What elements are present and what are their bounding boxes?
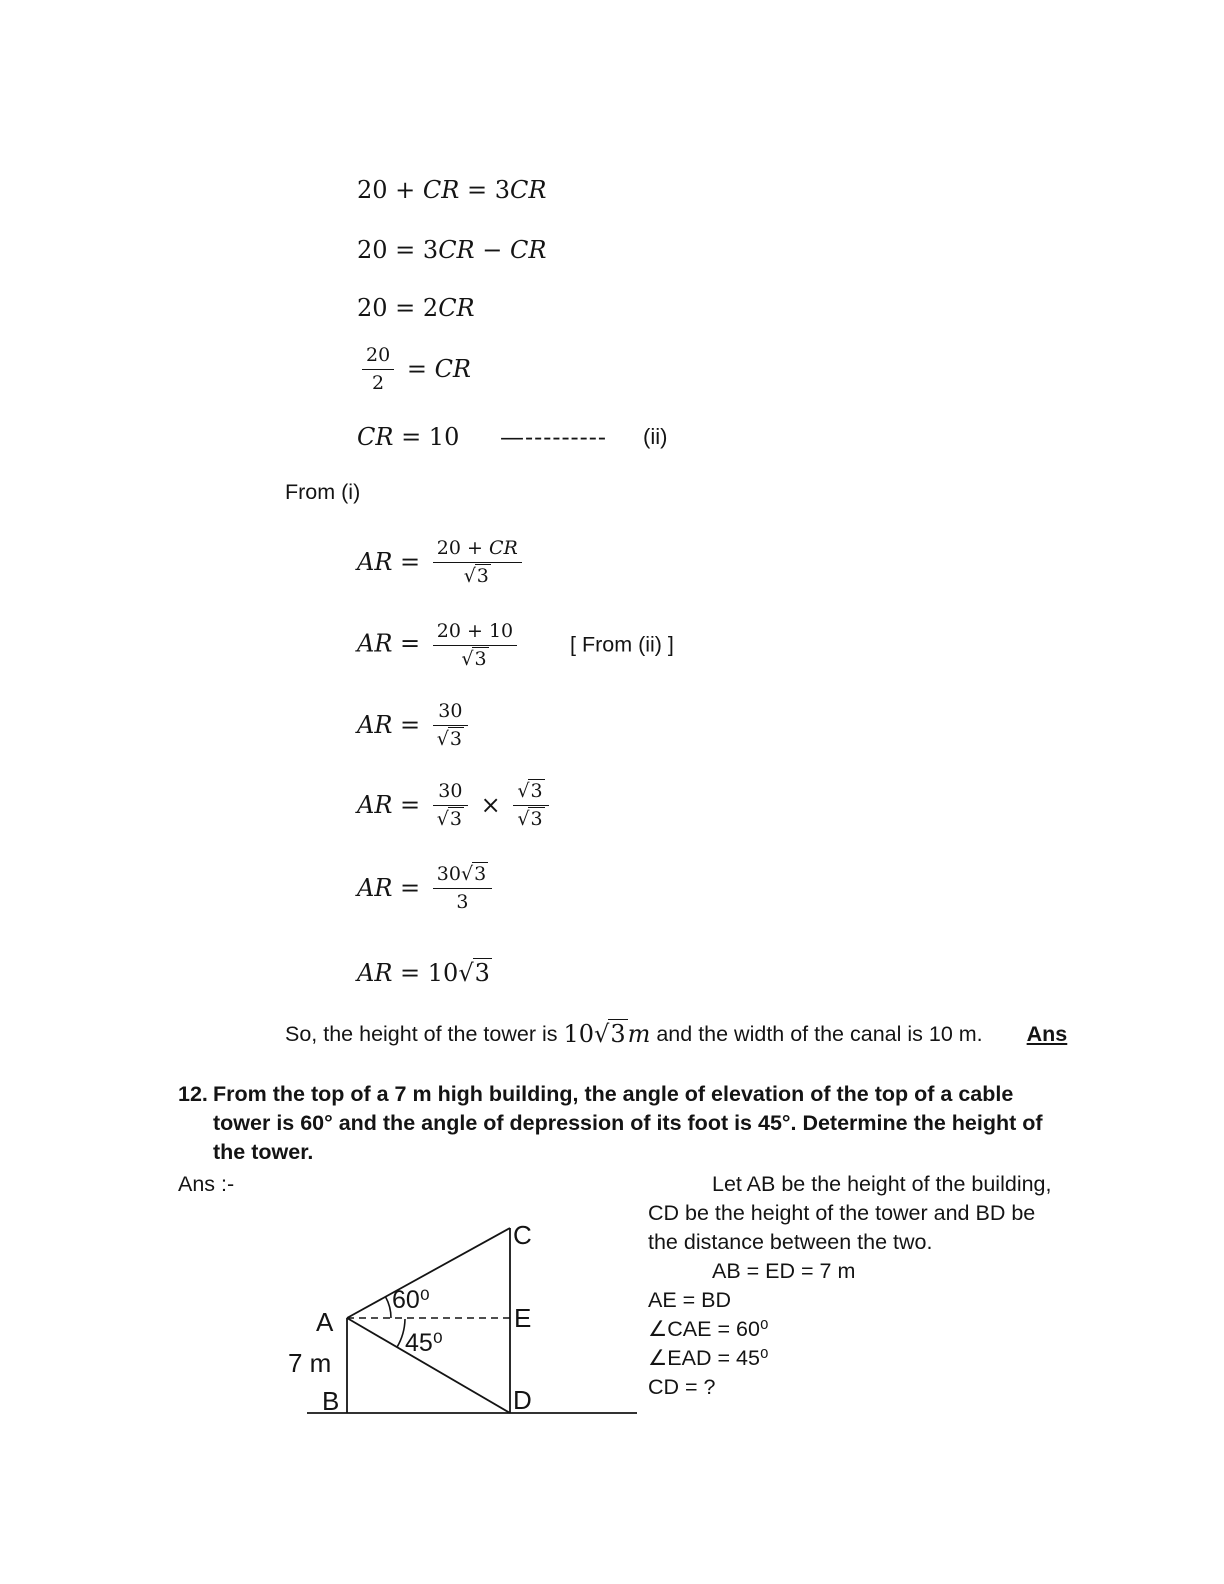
solution-line: CD be the height of the tower and BD be — [648, 1201, 1036, 1225]
angle-label-60: 60⁰ — [392, 1286, 430, 1314]
dashed-rule: —--------- — [500, 423, 607, 451]
equation-20-plus-cr: 20 + CR = 3 CR — [357, 176, 547, 204]
solution-line: AE = BD — [648, 1288, 732, 1312]
question-12 — [178, 1080, 1098, 1167]
question-number: 12. — [178, 1082, 208, 1106]
vertex-label-b: B — [322, 1386, 340, 1416]
elevation-diagram — [250, 1198, 670, 1433]
from-ii-note: [ From (ii) ] — [570, 632, 674, 657]
solution-line: ∠CAE = 60⁰ — [648, 1317, 769, 1341]
conclusion-math: 10√3m — [563, 1020, 651, 1048]
conclusion-prefix: So, the height of the tower is — [285, 1021, 564, 1046]
solution-line: AB = ED = 7 m — [712, 1259, 856, 1283]
question-line: the tower. — [213, 1140, 314, 1164]
from-i-label: From (i) — [285, 480, 361, 504]
angle-arc-60 — [386, 1297, 392, 1318]
solution-line: CD = ? — [648, 1375, 716, 1399]
solution-line: ∠EAD = 45⁰ — [648, 1346, 769, 1370]
question-line: tower is 60° and the angle of depression of its foot is 45°. Determine the height of — [213, 1111, 1043, 1135]
answer-badge: Ans — [1026, 1021, 1068, 1046]
equation-20-over-2: $\frac{20}{2}$ = CR — [357, 341, 471, 397]
equation-cr-equals-10: CR = 10 —--------- (ii) — [357, 423, 668, 451]
conclusion-line — [285, 1008, 1067, 1060]
equation-20-equals-3cr-minus-cr: 20 = 3 CR − CR — [357, 236, 547, 264]
vertex-label-d: D — [513, 1385, 532, 1415]
equation-ar-1: AR = $\frac{20 + CR}{√3}$ — [357, 534, 527, 590]
angle-label-45: 45⁰ — [405, 1329, 443, 1357]
equation-ar-2: AR = $\frac{20 + 10}{√3}$ [ From (ii) ] — [357, 619, 674, 670]
height-label-7m: 7 m — [288, 1348, 332, 1378]
angle-arc-45 — [397, 1319, 405, 1347]
solution-text-block — [648, 1170, 1108, 1402]
question-line: From the top of a 7 m high building, the angle of elevation of the top of a cable — [213, 1082, 1014, 1106]
equation-ar-5: AR = $\frac{30√3}{3}$ — [357, 860, 497, 916]
answer-prefix: Ans :- — [178, 1172, 235, 1196]
vertex-label-e: E — [514, 1303, 532, 1333]
vertex-label-c: C — [513, 1220, 532, 1250]
equation-ar-4: AR = $\frac{30}{√3}$ × $\frac{√3}{√3}$ — [357, 777, 554, 833]
conclusion-suffix: and the width of the canal is 10 m. — [650, 1021, 983, 1046]
equation-20-equals-2cr: 20 = 2 CR — [357, 294, 475, 322]
vertex-label-a: A — [316, 1307, 334, 1337]
solution-line: the distance between the two. — [648, 1230, 933, 1254]
solution-line: Let AB be the height of the building, — [712, 1172, 1052, 1196]
equation-ar-6: AR = 10 √3 — [357, 959, 490, 987]
equation-ar-3: AR = $\frac{30}{√3}$ — [357, 697, 473, 753]
equation-tag-ii: (ii) — [643, 424, 668, 449]
